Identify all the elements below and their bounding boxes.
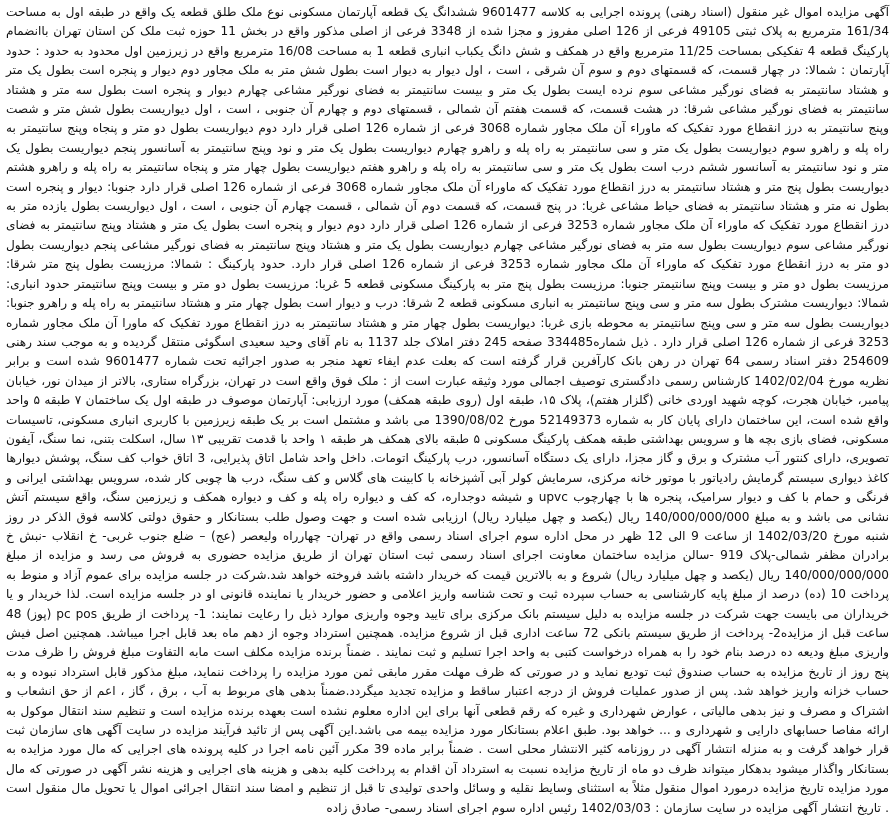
auction-notice-text: آگهی مزایده اموال غیر منقول (اسناد رهنی) پرونده اجرایی به کلاسه 9601477 ششدانگ یک قطعه آپارتمان مسکونی نوع ملک طلق قطعه یک واقع در طبقه اول به مساحت 161/34 مترمربع به پلاک ثبتی 49105 فرعی از 126 اصلی مفروز و مجزا شده از 3348 فرعی از اصلی مذکور واقع در بخش 11 حوزه ثبت ملک کن استان تهران باانضمام پارکینگ قطعه 4 تفکیکی بمساحت 11/25 مترمربع واقع در همکف و شش دانگ یکباب انباری قطعه 1 به مساحت 16/08 مترمربع واقع در زیرزمین اول محدود به حدود : حدود آپارتمان : شمالا: در چهار قسمت، که قسمتهای دوم و سوم آن شرقی ، است ، اول دیوار به دیوار است بطول شش متر به ملک مجاور دوم دیوار و پنجره است بطول یک متر و هشتاد سانتیمتر به فضای نورگیر مشاعی سوم نرده ایست بطول یک متر و بیست سانتیمتر به فضای نورگیر مشاعی چهارم دیوار و پنجره است بطول سه متر و هشتاد سانتیمتر به فضای نورگیر مشاعی شرقا: در هشت قسمت، که قسمت هفتم آن شمالی ، قسمتهای دوم و چهارم آن جنوبی ، است ، اول دیواریست بطول شش متر و شصت وپنج سانتیمتر به درز انقطاع مورد تفکیک که ماوراء آن ملک مجاور شماره 3068 فرعی از شماره 126 اصلی قرار دارد دوم دیواریست بطول دو متر و پنجاه وپنج سانتیمتر به راه پله و راهرو سوم دیواریست بطول یک متر و سی سانتیمتر به راه پله و راهرو چهارم دیواریست بطول یک متر و نود وپنج سانتیمتر به آسانسور پنجم دیواریست بطول یک متر و نود سانتیمتر به آسانسور ششم درب است بطول یک متر و سی سانتیمتر به راه پله و راهرو هفتم دیواریست بطول چهار متر و پنجاه سانتیمتر به راه پله و راهرو هشتم دیواریست بطول پنج متر و هشتاد سانتیمتر به درز انقطاع مورد تفکیک که ماوراء آن ملک مجاور شماره 3068 فرعی از شماره 126 اصلی قرار دارد جنوبا: دیوار و پنجره است بطول نه متر و هشتاد سانتیمتر به فضای حیاط مشاعی غربا: در پنج قسمت، که قسمت دوم آن شمالی ، قسمت چهارم آن جنوبی ، است ، اول دیواریست بطول یازده متر به درز انقطاع مورد تفکیک که ماوراء آن ملک مجاور شماره 3253 فرعی از شماره 126 اصلی قرار دارد دوم دیوار و پنجره است بطول یک متر و هشتاد وپنج سانتیمتر به فضای نورگیر مشاعی سوم دیواریست بطول سه متر به فضای نورگیر مشاعی چهارم دیواریست بطول یک متر و هشتاد وپنج سانتیمتر به فضای نورگیر مشاعی پنجم دیواریست بطول دو متر به درز انقطاع مورد تفکیک که ماوراء آن ملک مجاور شماره 3253 فرعی از شماره 126 اصلی قرار دارد. حدود پارکینگ : شمالا: مرزیست بطول پنج متر شرقا: مرزیست بطول دو متر و بیست وپنج سانتیمتر جنوبا: مرزیست بطول پنج متر به پارکینگ مسکونی قطعه 5 غربا: مرزیست بطول دو متر و بیست وپنج سانتیمتر حدود انباری: شمالا: دیواریست مشترک بطول سه متر و سی وپنج سانتیمتر به انباری مسکونی قطعه 2 شرقا: درب و دیوار است بطول چهار متر و هشتاد سانتیمتر به راه پله و راهرو جنوبا: دیواریست بطول سه متر و سی وپنج سانتیمتر به محوطه بازی غربا: دیواریست بطول چهار متر و هشتاد سانتیمتر به درز انقطاع مورد تفکیک که ماورا آن ملک مجاور شماره 3253 فرعی از شماره 126 اصلی قرار دارد . ذیل شماره334485 صفحه 245 دفتر املاک جلد 1137 به نام آقای وحید سعیدی اسگوئی منتقل گردیده و به موجب سند رهنی 254609 دفتر اسناد رسمی 64 تهران در رهن بانک کارآفرین قرار گرفته است که بعلت عدم ایفاء تعهد منجر به صدور اجرائیه تحت شماره 9601477 شده است و برابر نظریه مورخ 1402/02/04 کارشناس رسمی دادگستری توصیف اجمالی مورد وثیقه عبارت است از : ملک فوق واقع است در تهران، بزرگراه ستاری، بالاتر از میدان نور، خیابان پیامبر، خیابان هجرت، کوچه شهید اوردی خانی (گلزار هفتم)، پلاک ۱۵، طبقه اول (روی طبقه همکف) مورد ارزیابی: آپارتمان موصوف در طبقه اول یک ساختمان ۷ طبقه ۵ واحد واقع شده است، این ساختمان دارای پایان کار به شماره 52149373 مورخ 1390/08/02 می باشد و مشتمل است بر یک طبقه زیرزمین با کاربری انباری مسکونی، تاسیسات مسکونی، فضای بازی بچه ها و سرویس بهداشتی طبقه همکف پارکینگ مسکونی ۵ طبقه بالای همکف هر طبقه ۱ واحد با قدمت تقریبی ۱۳ سال، اسکلت بتنی، نما سنگ، آیفون تصویری، دارای کنتور آب مشترک و برق و گاز مجزا، دارای یک دستگاه آسانسور، درب پارکینگ اتومات. داخل واحد شامل اتاق پذیرایی، 3 اتاق خواب کف سنگ، پوشش دیوارها کاغذ دیواری سیستم گرمایش رادیاتور با موتور خانه مرکزی، سرمایش کولر آبی آشپزخانه با کابینت های گلاس و کف سنگ، درب ها چوبی کار شده، سرویس بهداشتی ایرانی و فرنگی و حمام با کف و دیوار سرامیک، پنجره ها با چهارچوب upvc و شیشه دوجداره، که کف و دیواره راه پله و کف و دیواره همکف و زیرزمین سنگ، واقع سیستم آتش نشانی می باشد و به مبلغ 140/000/000/000 ریال (یکصد و چهل میلیارد ریال) ارزیابی شده است و جهت وصول طلب بستانکار و حقوق دولتی کلاسه فوق الذکر در روز شنبه مورخ 1402/03/20 از ساعت 9 الی 12 ظهر در محل اداره سوم اجرای اسناد رسمی واقع در تهران- چهارراه ولیعصر (عج) – ضلع جنوب غربی- خ انقلاب -نبش خ برادران مظفر شمالی-پلاک 919 -سالن مزایده ساختمان معاونت اجرای اسناد رسمی ثبت استان تهران از طریق مزایده حضوری به فروش می رسد و مزایده از مبلغ 140/000/000/000 ریال (یکصد و چهل میلیارد ریال) شروع و به بالاترین قیمت که خریدار داشته باشد فروخته خواهد شد.شرکت در جلسه مزایده برای عموم آزاد و منوط به پرداخت 10 (ده) درصد از مبلغ پایه کارشناسی به حساب سپرده ثبت و تحت شناسه واریز اعلامی و حضور خریدار یا نماینده قانونی او در جلسه مزایده است. لذا خریدار و یا خریداران می بایست جهت شرکت در جلسه مزایده به دلیل سیستم بانک مرکزی برای تایید وجوه واریزی موارد ذیل را رعایت نمایند: 1- پرداخت از طریق pc pos (پوز) 48 ساعت قبل از مزایده2- پرداخت از طریق سیستم بانکی 72 ساعت اداری قبل از شروع مزایده. همچنین استرداد وجوه از دهم ماه بعد قابل اجرا میباشد. همچنین اصل فیش واریزی مبلغ ودیعه ده درصد بنام خود را به همراه درخواست کتبی به واحد اجرا تسلیم و ثبت نمایند . ضمناً برنده مزایده مکلف است مابه التفاوت مبلغ فروش را ظرف مدت پنج روز از تاریخ مزایده به حساب صندوق ثبت تودیع نماید و در صورتی که ظرف مهلت مقرر مابقی ثمن مورد مزایده را پرداخت ننماید، مبلغ مذکور قابل استرداد نبوده و به حساب خزانه واریز خواهد شد. پس از صدور عملیات فروش از درجه اعتبار ساقط و مزایده تجدید میگردد.ضمناً بدهی های مربوط به آب ، برق ، گاز ، اعم از حق انشعاب و اشتراک و مصرف و نیز بدهی مالیاتی ، عوارض شهرداری و غیره که رقم قطعی آنها برای این اداره معلوم نشده است بعهده برنده مزایده است و تنظیم سند انتقال موکول به ارائه مفاصا حسابهای دارایی و شهرداری و ... خواهد بود. طبق اعلام بستانکار مورد مزایده بیمه می باشد.این آگهی پس از تائید فرآیند مزایده در سایت آگهی های سازمان ثبت قرار خواهد گرفت و به منزله انتشار آگهی در روزنامه کثیر الانتشار محلی است . ضمناً برابر ماده 39 مکرر آئین نامه اجرا در کلیه پرونده های اجرایی که مال مورد مزایده به بستانکار واگذار میشود بدهکار میتواند ظرف دو ماه از تاریخ مزایده نسبت به استرداد آن اقدام به پرداخت کلیه بدهی و هزینه های اجرایی و هزینه نشر آگهی در صورتی که مال مورد مزایده تاریخ مزایده درمورد اموال منقول مثلاً به استثنای وسایط نقلیه و وسائل واحدی تولیدی تا قبل از تنظیم و امضا سند انتقال اجرائی اموال یا تحویل مال منقول است . تاریخ انتشار آگهی مزایده در سایت سازمان : 1402/03/03 رئیس اداره سوم اجرای اسناد رسمی- صادق زاده [6, 5, 890, 815]
